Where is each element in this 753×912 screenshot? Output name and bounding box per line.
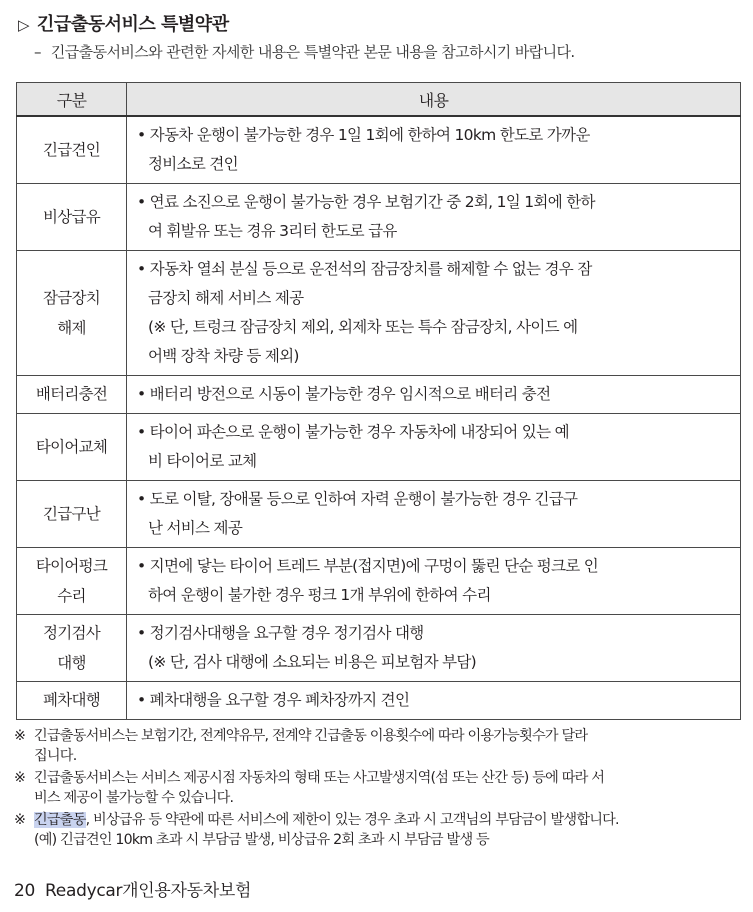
reference-mark-icon: ※ [14, 728, 26, 744]
row-description: • 자동차 열쇠 분실 등으로 운전석의 잠금장치를 해제할 수 없는 경우 잠 금장치 해제 서비스 제공 (※ 단, 트렁크 잠금장치 제외, 외제차 또는 특수 잠금장치, 사이드 에 어백 장착 차량 등 제외) [127, 250, 741, 375]
row-description: • 도로 이탈, 장애물 등으로 인하여 자력 운행이 불가능한 경우 긴급구 난 서비스 제공 [127, 480, 741, 547]
note-dash: – [34, 43, 41, 61]
row-description: • 배터리 방전으로 시동이 불가능한 경우 임시적으로 배터리 충전 [127, 375, 741, 413]
row-category: 폐차대행 [17, 681, 127, 719]
table-row [17, 116, 741, 183]
page-footer [14, 876, 251, 901]
table-row [17, 480, 741, 547]
note-text: 긴급출동서비스와 관련한 자세한 내용은 특별약관 본문 내용을 참고하시기 바랍니다. [50, 43, 575, 61]
footnote: ※ 긴급출동서비스는 서비스 제공시점 자동차의 형태 또는 사고발생지역(섬 또는 산간 등) 등에 따라 서 비스 제공이 불가능할 수 있습니다. [14, 770, 605, 806]
section-heading [18, 10, 229, 36]
table-row [17, 681, 741, 719]
footnote: ※ 긴급출동서비스는 보험기간, 전계약유무, 전계약 긴급출동 이용횟수에 따라 이용가능횟수가 달라 집니다. [14, 728, 588, 764]
row-category: 잠금장치 해제 [17, 250, 127, 375]
row-category: 타이어펑크 수리 [17, 547, 127, 614]
row-description: • 지면에 닿는 타이어 트레드 부분(접지면)에 구멍이 뚫린 단순 펑크로 인 하여 운행이 불가한 경우 펑크 1개 부위에 한하여 수리 [127, 547, 741, 614]
footnotes [14, 726, 742, 852]
triangle-marker-icon: ▷ [18, 16, 30, 34]
row-description: • 폐차대행을 요구할 경우 폐차장까지 견인 [127, 681, 741, 719]
row-category: 긴급견인 [17, 116, 127, 183]
row-category: 정기검사 대행 [17, 614, 127, 681]
reference-mark-icon: ※ [14, 770, 26, 786]
highlighted-text: 긴급출동 [34, 812, 86, 828]
section-title: 긴급출동서비스 특별약관 [37, 14, 229, 35]
row-description: • 타이어 파손으로 운행이 불가능한 경우 자동차에 내장되어 있는 예 비 타이어로 교체 [127, 413, 741, 480]
reference-mark-icon: ※ [14, 812, 26, 828]
row-description: • 연료 소진으로 운행이 불가능한 경우 보험기간 중 2회, 1일 1회에 한하 여 휘발유 또는 경유 3리터 한도로 급유 [127, 183, 741, 250]
header-category: 구분 [17, 83, 127, 117]
table-row [17, 413, 741, 480]
row-category: 배터리충전 [17, 375, 127, 413]
table-row [17, 614, 741, 681]
row-category: 타이어교체 [17, 413, 127, 480]
table-row [17, 375, 741, 413]
section-note [34, 41, 575, 62]
row-description: • 정기검사대행을 요구할 경우 정기검사 대행 (※ 단, 검사 대행에 소요되는 비용은 피보험자 부담) [127, 614, 741, 681]
service-terms-table [16, 82, 741, 720]
row-category: 비상급유 [17, 183, 127, 250]
table-header-row [17, 83, 741, 117]
row-category: 긴급구난 [17, 480, 127, 547]
table-row [17, 183, 741, 250]
table-row [17, 547, 741, 614]
brand-name: Readycar개인용자동차보험 [45, 881, 252, 901]
row-description: • 자동차 운행이 불가능한 경우 1일 1회에 한하여 10km 한도로 가까운 정비소로 견인 [127, 116, 741, 183]
header-content: 내용 [127, 83, 741, 117]
footnote: ※ 긴급출동, 비상급유 등 약관에 따른 서비스에 제한이 있는 경우 초과 시 고객님의 부담금이 발생합니다. (예) 긴급견인 10km 초과 시 부담금 발생, 비상급유 2회 초과 시 부담금 발생 등 [14, 812, 619, 848]
page-number: 20 [14, 881, 36, 901]
table-row [17, 250, 741, 375]
